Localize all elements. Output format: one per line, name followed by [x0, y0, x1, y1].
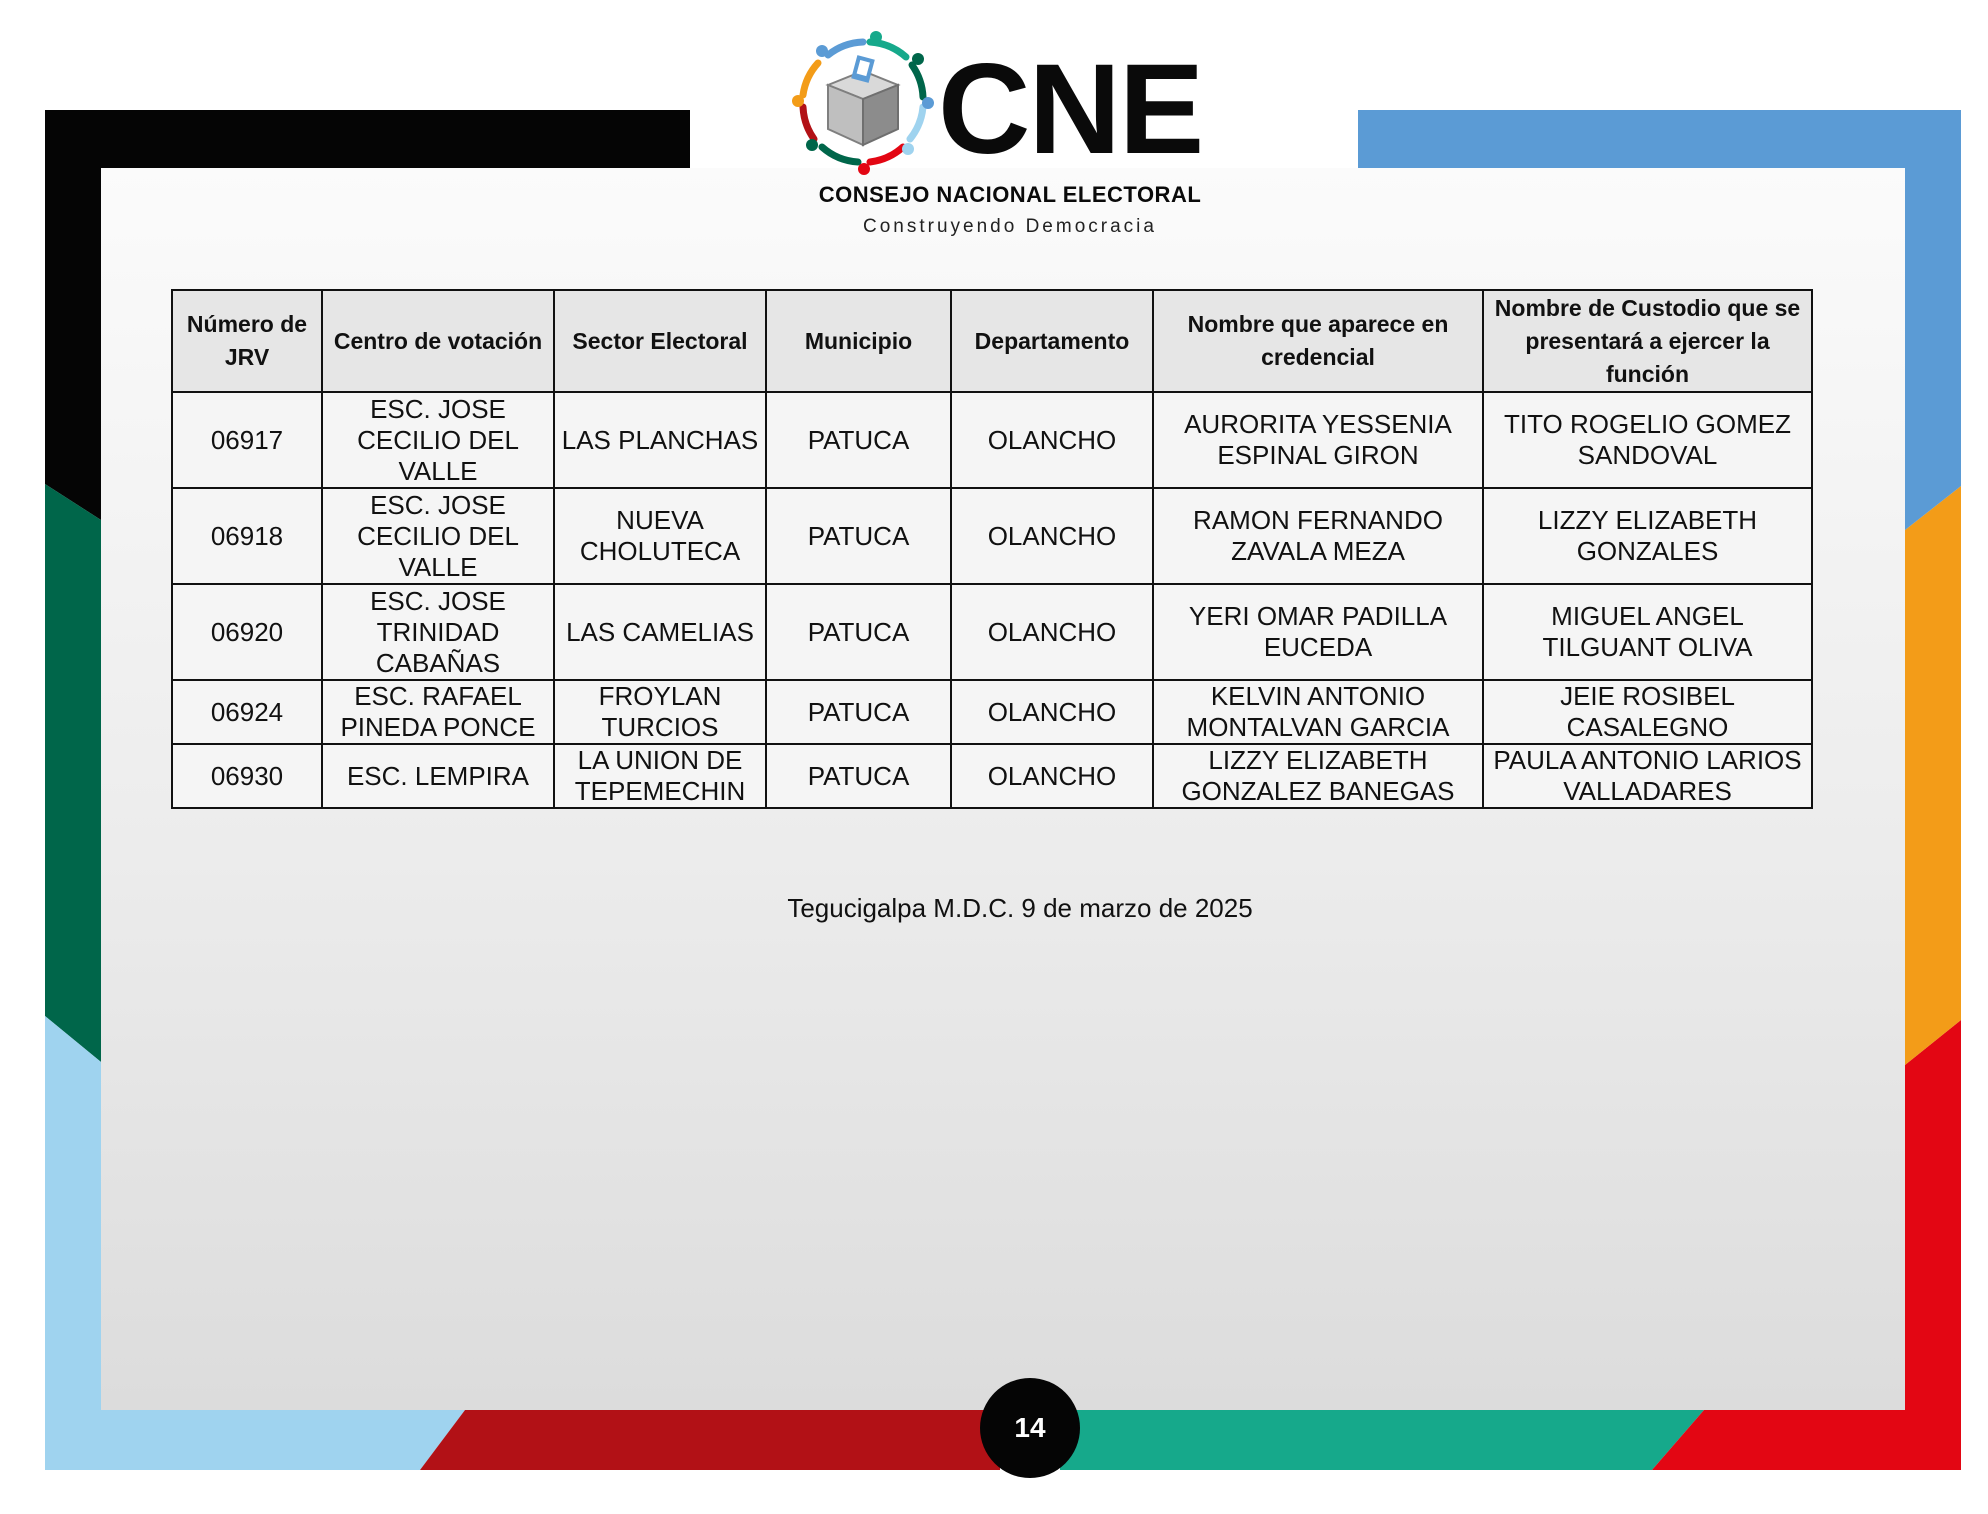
table-row	[172, 584, 1812, 680]
cell-centro: ESC. JOSE CECILIO DEL VALLE	[322, 488, 554, 584]
cell-departamento: OLANCHO	[951, 744, 1153, 808]
table-row	[172, 392, 1812, 488]
header-nombre-custodio: Nombre de Custodio que se presentará a ejercer la función	[1483, 290, 1812, 392]
cell-custodio: LIZZY ELIZABETH GONZALES	[1483, 488, 1812, 584]
frame-green-left	[45, 484, 101, 1062]
footer-date-line: Tegucigalpa M.D.C. 9 de marzo de 2025	[787, 893, 1253, 923]
cell-municipio: PATUCA	[766, 744, 951, 808]
cell-jrv: 06917	[172, 392, 322, 488]
cne-wordmark: CNE	[938, 38, 1203, 181]
header-nombre-credencial: Nombre que aparece en credencial	[1153, 290, 1483, 392]
cell-departamento: OLANCHO	[951, 488, 1153, 584]
cell-credencial: YERI OMAR PADILLA EUCEDA	[1153, 584, 1483, 680]
cell-centro: ESC. RAFAEL PINEDA PONCE	[322, 680, 554, 744]
header-municipio: Municipio	[766, 290, 951, 392]
cell-centro: ESC. LEMPIRA	[322, 744, 554, 808]
frame-orange-right	[1905, 486, 1961, 1065]
cell-credencial: KELVIN ANTONIO MONTALVAN GARCIA	[1153, 680, 1483, 744]
jrv-custodians-table	[171, 289, 1813, 809]
frame-teal-bottom	[1060, 1410, 1704, 1470]
cell-departamento: OLANCHO	[951, 584, 1153, 680]
table-row	[172, 680, 1812, 744]
frame-darkred-bottom	[420, 1410, 1000, 1470]
cell-municipio: PATUCA	[766, 680, 951, 744]
header-numero-jrv: Número de JRV	[172, 290, 322, 392]
cell-departamento: OLANCHO	[951, 392, 1153, 488]
cell-jrv: 06920	[172, 584, 322, 680]
cell-credencial: LIZZY ELIZABETH GONZALEZ BANEGAS	[1153, 744, 1483, 808]
ballot-box-icon	[788, 27, 938, 177]
cell-centro: ESC. JOSE TRINIDAD CABAÑAS	[322, 584, 554, 680]
cell-credencial: RAMON FERNANDO ZAVALA MEZA	[1153, 488, 1483, 584]
cell-custodio: TITO ROGELIO GOMEZ SANDOVAL	[1483, 392, 1812, 488]
cell-municipio: PATUCA	[766, 488, 951, 584]
cne-tagline: Construyendo Democracia	[863, 216, 1157, 237]
header-sector-electoral: Sector Electoral	[554, 290, 766, 392]
cell-credencial: AURORITA YESSENIA ESPINAL GIRON	[1153, 392, 1483, 488]
cne-logo	[770, 22, 1250, 242]
cell-custodio: MIGUEL ANGEL TILGUANT OLIVA	[1483, 584, 1812, 680]
cell-sector: FROYLAN TURCIOS	[554, 680, 766, 744]
cell-jrv: 06924	[172, 680, 322, 744]
cell-sector: NUEVA CHOLUTECA	[554, 488, 766, 584]
page-number-badge	[980, 1378, 1080, 1478]
header-centro-votacion: Centro de votación	[322, 290, 554, 392]
cell-jrv: 06918	[172, 488, 322, 584]
table-row	[172, 744, 1812, 808]
cell-sector: LAS PLANCHAS	[554, 392, 766, 488]
cell-sector: LAS CAMELIAS	[554, 584, 766, 680]
cne-full-name: CONSEJO NACIONAL ELECTORAL	[818, 182, 1202, 207]
cell-jrv: 06930	[172, 744, 322, 808]
cell-municipio: PATUCA	[766, 584, 951, 680]
header-departamento: Departamento	[951, 290, 1153, 392]
table-header-row	[172, 290, 1812, 392]
page-number: 14	[1014, 1412, 1046, 1443]
cell-centro: ESC. JOSE CECILIO DEL VALLE	[322, 392, 554, 488]
cell-municipio: PATUCA	[766, 392, 951, 488]
cell-departamento: OLANCHO	[951, 680, 1153, 744]
cell-sector: LA UNION DE TEPEMECHIN	[554, 744, 766, 808]
cell-custodio: PAULA ANTONIO LARIOS VALLADARES	[1483, 744, 1812, 808]
table-row	[172, 488, 1812, 584]
cell-custodio: JEIE ROSIBEL CASALEGNO	[1483, 680, 1812, 744]
